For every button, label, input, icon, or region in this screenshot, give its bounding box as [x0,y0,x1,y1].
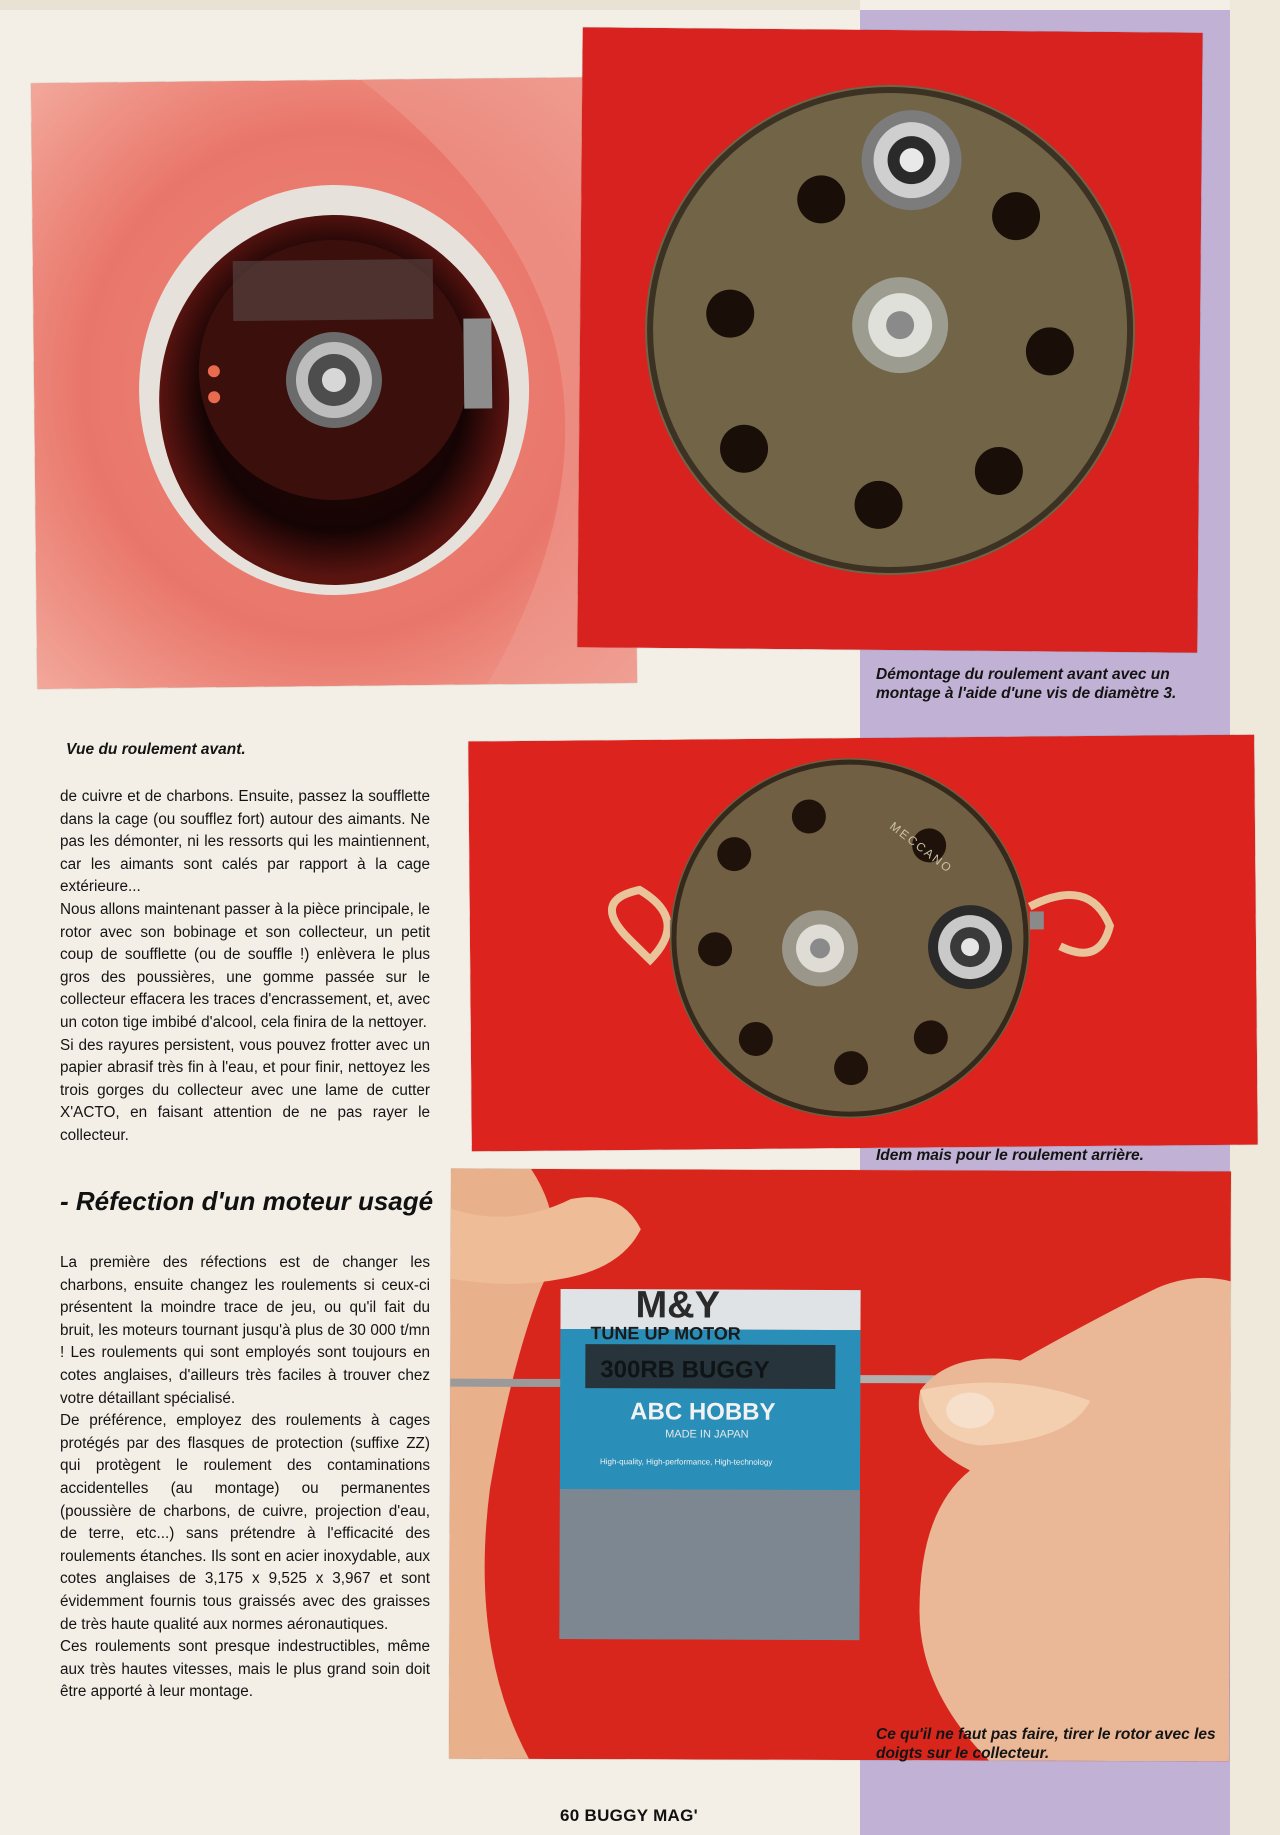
page-footer: 60 BUGGY MAG' [560,1806,698,1825]
paragraph: Si des rayures persistent, vous pouvez frotter avec un papier abrasif très fin à l'eau, et pour finir, nettoyez les trois gorges du collecteur avec une lame de cutter X'ACTO, en faisant attention de ne pas rayer le collecteur. [60,1036,430,1144]
meccano-stamp: MECCANO [887,819,956,877]
caption-rear-removal: Idem mais pour le roulement arrière. [876,1147,1144,1164]
caption-front-view: Vue du roulement avant. [66,741,246,758]
paragraph: Ces roulements sont presque indestructibles, même aux très hautes vitesses, mais le plus grand soin doit être apporté à leur montage. [60,1638,430,1701]
photo-pulling-rotor [449,1169,1231,1762]
photo-front-bearing-removal [577,27,1202,652]
label-tune: TUNE UP MOTOR [590,1323,741,1344]
article-body-top [60,786,430,1148]
photo-rear-bearing-removal [468,735,1258,1152]
paragraph: De préférence, employez des roulements à cages protégés par des flasques de protection (suffixe ZZ) qui protègent le roulement des contaminations accidentelles (au montage) ou permanentes (poussière de charbons, de cuivre, projection d'eau, de terre, etc...) sans prétendre à l'efficacité des roulements étanches. Ils sont en acier inoxydable, aux cotes anglaises de 3,175 x 9,525 x 3,967 et sont évidemment fournis tous graissés avec des graisses de très haute qualité aux normes aéronautiques. [60,1412,430,1633]
top-edge [0,0,860,10]
label-tagline: High-quality, High-performance, High-technology [599,1457,773,1467]
label-made: MADE IN JAPAN [665,1428,749,1441]
caption-dont-do: Ce qu'il ne faut pas faire, tirer le rotor avec les doigts sur le collecteur. [876,1726,1216,1762]
label-logo: M&Y [635,1284,721,1327]
caption-front-removal: Démontage du roulement avant avec un montage à l'aide d'une vis de diamètre 3. [876,666,1177,702]
photo-front-bearing-view [31,77,637,689]
article-body-bottom [60,1252,430,1704]
label-brand: ABC HOBBY [630,1398,776,1426]
section-heading: - Réfection d'un moteur usagé [60,1186,434,1216]
paragraph: de cuivre et de charbons. Ensuite, passez la soufflette dans la cage (ou soufflez fort) autour des aimants. Ne pas les démonter, ni les ressorts qui les maintiennent, car les aimants sont calés par rapport à la cage extérieure... [60,788,430,896]
paragraph: Nous allons maintenant passer à la pièce principale, le rotor avec son bobinage et son collecteur, un petit coup de soufflette (ou de souffle !) enlèvera le plus gros des poussières, une gomme passée sur le collecteur effacera les traces d'encrassement, et, avec un coton tige imbibé d'alcool, cela finira de la nettoyer. [60,900,430,1031]
paragraph: La première des réfections est de changer les charbons, ensuite changez les roulements si ceux-ci présentent la moindre trace de jeu, ou qu'il fait du bruit, les moteurs tournant jusqu'à plus de 30 000 t/mn ! Les roulements qui sont employés sont toujours en cotes anglaises, d'ailleurs très faciles à trouver chez votre détaillant spécialisé. [60,1254,430,1407]
label-model: 300RB BUGGY [600,1356,770,1384]
